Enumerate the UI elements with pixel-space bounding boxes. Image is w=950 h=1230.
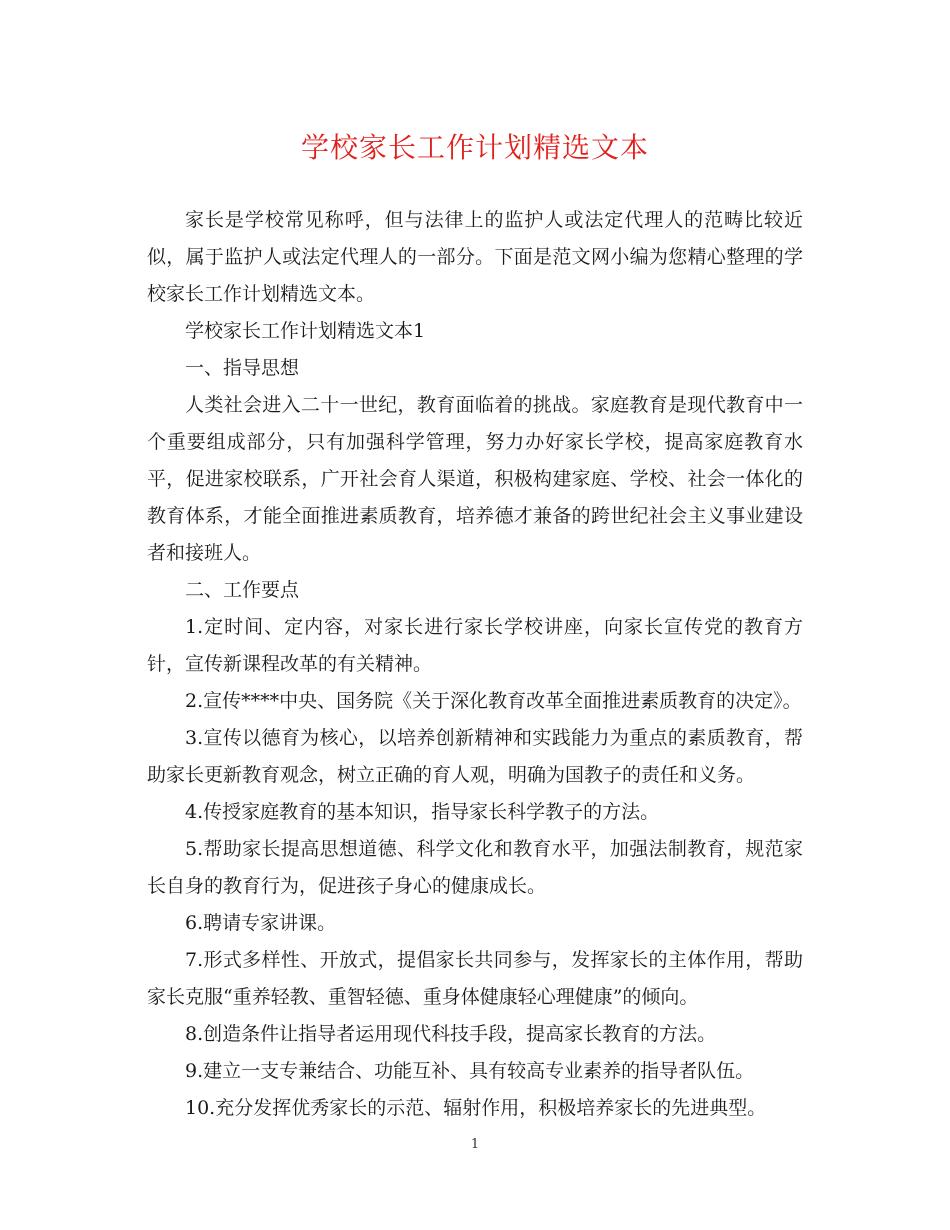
list-item-3: 3.宣传以德育为核心，以培养创新精神和实践能力为重点的素质教育，帮助家长更新教育观念，树立正确的育人观，明确为国教子的责任和义务。 <box>147 727 803 786</box>
section-heading-work-points: 二、工作要点 <box>185 579 300 601</box>
paragraph-guiding-thought: 人类社会进入二十一世纪，教育面临着的挑战。家庭教育是现代教育中一个重要组成部分，只有加强科学管理，努力办好家长学校，提高家庭教育水平，促进家校联系，广开社会育人渠道，积极构建家庭、学校、社会一体化的教育体系，才能全面推进素质教育，培养德才兼备的跨世纪社会主义事业建设者和接班人。 <box>147 394 803 564</box>
list-item-10: 10.充分发挥优秀家长的示范、辐射作用，积极培养家长的先进典型。 <box>185 1097 767 1119</box>
document-title: 学校家长工作计划精选文本 <box>300 131 649 164</box>
paragraph-subtitle: 学校家长工作计划精选文本1 <box>185 320 426 342</box>
list-item-6: 6.聘请专家讲课。 <box>185 912 337 934</box>
list-item-2: 2.宣传****中央、国务院《关于深化教育改革全面推进素质教育的决定》。 <box>185 690 802 712</box>
paragraph-intro: 家长是学校常见称呼，但与法律上的监护人或法定代理人的范畴比较近似，属于监护人或法定代理人的一部分。下面是范文网小编为您精心整理的学校家长工作计划精选文本。 <box>147 209 803 305</box>
list-item-9: 9.建立一支专兼结合、功能互补、具有较高专业素养的指导者队伍。 <box>185 1060 755 1082</box>
list-item-7: 7.形式多样性、开放式，提倡家长共同参与，发挥家长的主体作用，帮助家长克服“重养轻教、重智轻德、重身体健康轻心理健康”的倾向。 <box>147 949 803 1008</box>
list-item-1: 1.定时间、定内容，对家长进行家长学校讲座，向家长宣传党的教育方针，宣传新课程改革的有关精神。 <box>147 616 803 675</box>
document-body <box>147 202 803 1127</box>
list-item-5: 5.帮助家长提高思想道德、科学文化和教育水平，加强法制教育，规范家长自身的教育行为，促进孩子身心的健康成长。 <box>147 838 803 897</box>
list-item-4: 4.传授家庭教育的基本知识，指导家长科学教子的方法。 <box>185 801 660 823</box>
section-heading-guiding-thought: 一、指导思想 <box>185 357 300 379</box>
page-number: 1 <box>470 1137 480 1152</box>
list-item-8: 8.创造条件让指导者运用现代科技手段，提高家长教育的方法。 <box>185 1023 717 1045</box>
